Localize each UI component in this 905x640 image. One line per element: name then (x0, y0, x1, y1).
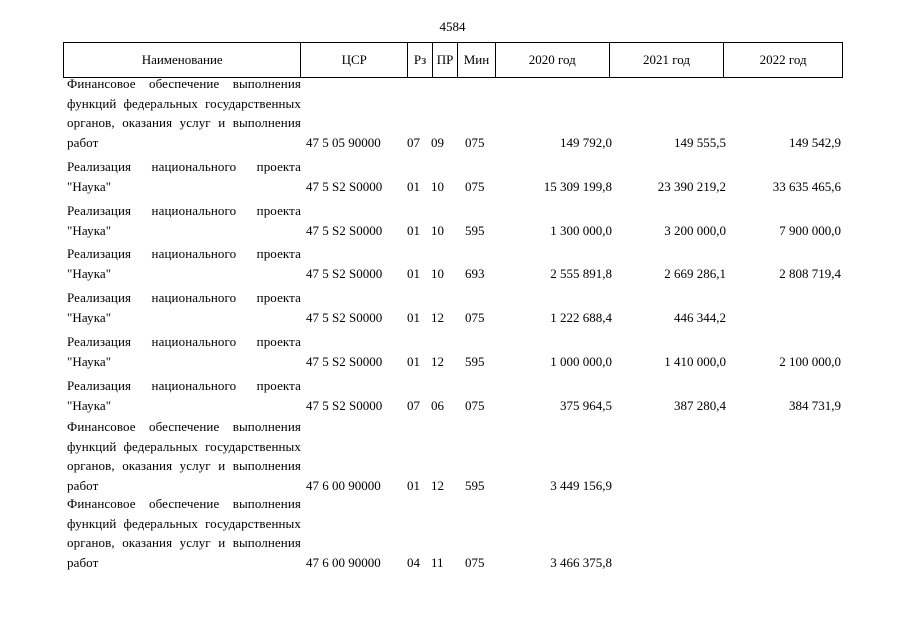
row-rz: 01 (407, 222, 420, 238)
header-name: Наименование (64, 43, 301, 77)
row-2020: 2 555 891,8 (550, 265, 612, 281)
row-2021: 387 280,4 (674, 397, 726, 413)
table-row (0, 194, 905, 240)
row-2022: 2 808 719,4 (779, 265, 841, 281)
row-2021: 446 344,2 (674, 309, 726, 325)
header-pr: ПР (433, 43, 458, 77)
table-row (0, 497, 905, 572)
row-2021: 1 410 000,0 (664, 353, 726, 369)
row-rz: 01 (407, 265, 420, 281)
row-min: 595 (465, 353, 485, 369)
row-2022: 149 542,9 (789, 134, 841, 150)
row-rz: 07 (407, 397, 420, 413)
row-name: Финансовое обеспечение выполнения функций федеральных государственных органов, оказания услуг и выполнения работ (67, 76, 301, 150)
row-rz: 01 (407, 309, 420, 325)
table-row (0, 326, 905, 371)
row-min: 693 (465, 265, 485, 281)
row-2021: 2 669 286,1 (664, 265, 726, 281)
table-row (0, 150, 905, 196)
row-rz: 01 (407, 353, 420, 369)
row-csr: 47 5 S2 S0000 (306, 309, 383, 325)
row-csr: 47 5 S2 S0000 (306, 353, 383, 369)
row-rz: 01 (407, 477, 420, 493)
header-2020: 2020 год (496, 43, 610, 77)
row-min: 075 (465, 309, 485, 325)
row-min: 075 (465, 134, 485, 150)
row-2021: 149 555,5 (674, 134, 726, 150)
row-2022: 7 900 000,0 (779, 222, 841, 238)
row-pr: 12 (431, 309, 444, 325)
row-pr: 10 (431, 178, 444, 194)
header-csr: ЦСР (301, 43, 408, 77)
row-pr: 12 (431, 353, 444, 369)
header-rz: Рз (408, 43, 433, 77)
row-2021: 23 390 219,2 (657, 178, 726, 194)
row-min: 075 (465, 554, 485, 570)
row-csr: 47 5 S2 S0000 (306, 222, 383, 238)
row-csr: 47 5 S2 S0000 (306, 397, 383, 413)
row-2020: 1 222 688,4 (550, 309, 612, 325)
header-min: Мин (458, 43, 496, 77)
row-name: Финансовое обеспечение выполнения функций федеральных государственных органов, оказания услуг и выполнения работ (67, 496, 301, 570)
row-pr: 10 (431, 222, 444, 238)
row-csr: 47 5 S2 S0000 (306, 265, 383, 281)
row-2020: 3 466 375,8 (550, 554, 612, 570)
row-name: Реализация национального проекта "Наука" (67, 246, 301, 281)
row-2022: 33 635 465,6 (772, 178, 841, 194)
table-row (0, 415, 905, 495)
page-number: 4584 (439, 19, 466, 34)
row-rz: 07 (407, 134, 420, 150)
row-name: Реализация национального проекта "Наука" (67, 203, 301, 238)
row-name: Финансовое обеспечение выполнения функций федеральных государственных органов, оказания услуг и выполнения работ (67, 419, 301, 493)
header-2021: 2021 год (610, 43, 725, 77)
row-min: 595 (465, 477, 485, 493)
row-2020: 1 300 000,0 (550, 222, 612, 238)
row-2020: 15 309 199,8 (543, 178, 612, 194)
row-pr: 10 (431, 265, 444, 281)
header-2022: 2022 год (759, 52, 807, 67)
row-pr: 12 (431, 477, 444, 493)
row-name: Реализация национального проекта "Наука" (67, 378, 301, 413)
table-row (0, 370, 905, 415)
row-2022: 2 100 000,0 (779, 353, 841, 369)
row-min: 595 (465, 222, 485, 238)
row-pr: 09 (431, 134, 444, 150)
row-csr: 47 6 00 90000 (306, 554, 381, 570)
row-pr: 06 (431, 397, 444, 413)
row-csr: 47 5 05 90000 (306, 134, 381, 150)
table-row (0, 238, 905, 283)
row-min: 075 (465, 397, 485, 413)
row-pr: 11 (431, 554, 444, 570)
row-2022: 384 731,9 (789, 397, 841, 413)
row-csr: 47 5 S2 S0000 (306, 178, 383, 194)
row-name: Реализация национального проекта "Наука" (67, 290, 301, 325)
table-row (0, 78, 905, 152)
row-2020: 1 000 000,0 (550, 353, 612, 369)
table-row (0, 282, 905, 327)
row-csr: 47 6 00 90000 (306, 477, 381, 493)
row-rz: 01 (407, 178, 420, 194)
row-name: Реализация национального проекта "Наука" (67, 334, 301, 369)
row-2020: 3 449 156,9 (550, 477, 612, 493)
row-min: 075 (465, 178, 485, 194)
row-2021: 3 200 000,0 (664, 222, 726, 238)
row-name: Реализация национального проекта "Наука" (67, 159, 301, 194)
row-2020: 149 792,0 (560, 134, 612, 150)
row-2020: 375 964,5 (560, 397, 612, 413)
row-rz: 04 (407, 554, 420, 570)
